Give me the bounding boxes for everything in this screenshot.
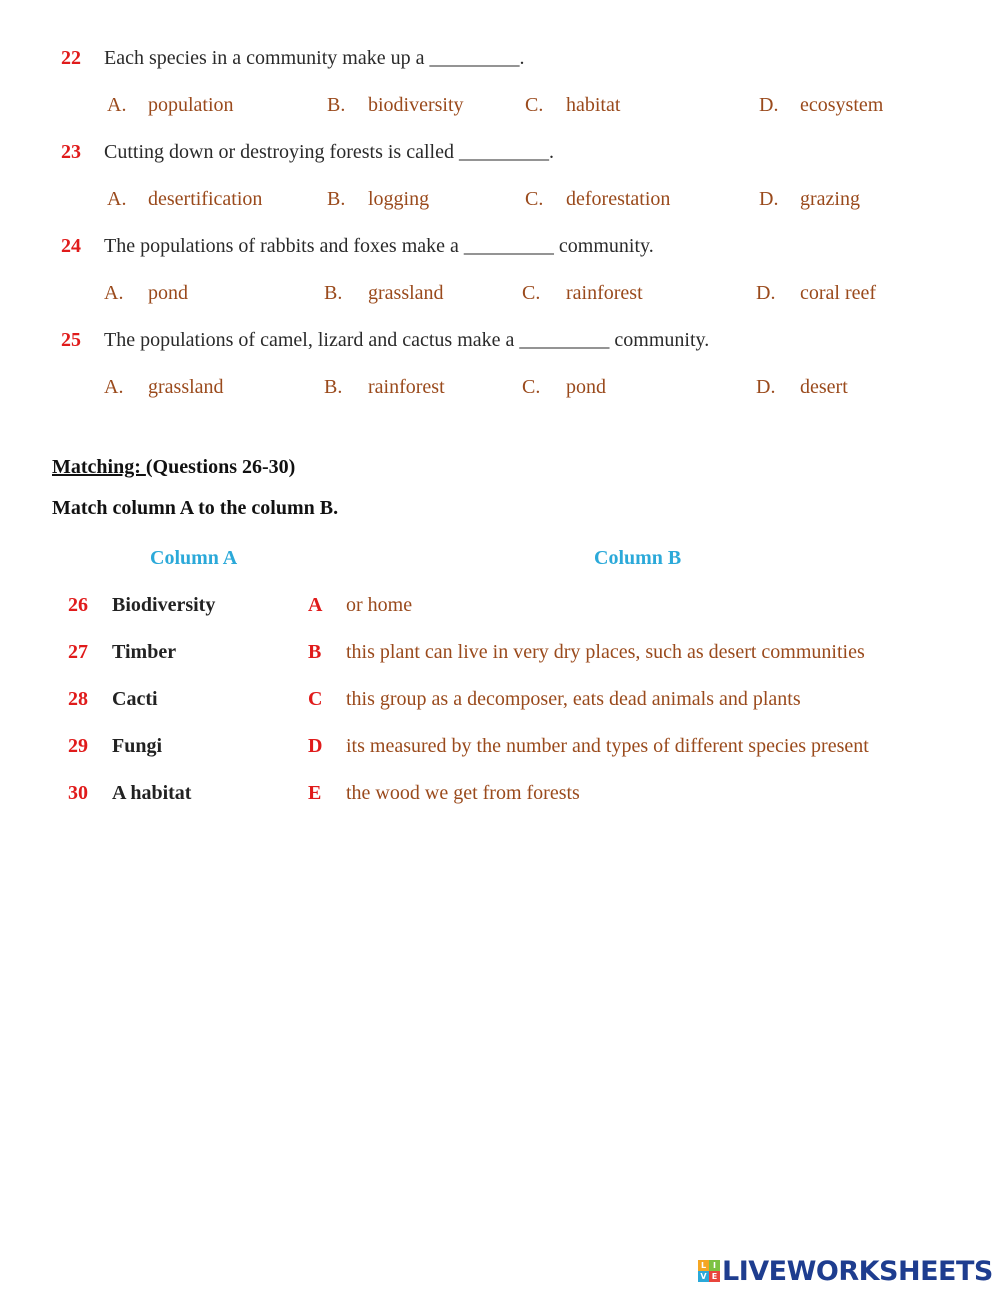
option-c[interactable]: rainforest (566, 282, 643, 304)
option-d[interactable]: coral reef (800, 282, 877, 304)
option-c-letter: C. (525, 188, 544, 210)
matching-title (52, 452, 295, 482)
matching-row-29 (0, 731, 1000, 761)
matching-number: 27 (68, 641, 88, 663)
option-d-letter: D. (756, 282, 776, 304)
matching-number: 30 (68, 782, 88, 804)
matching-letter: B (308, 641, 322, 663)
question-22 (0, 43, 1000, 73)
option-b[interactable]: biodiversity (368, 94, 464, 116)
matching-number: 28 (68, 688, 88, 710)
matching-term[interactable]: Biodiversity (112, 594, 216, 616)
matching-row-28 (0, 684, 1000, 714)
option-a[interactable]: desertification (148, 188, 263, 210)
question-number: 25 (61, 329, 81, 351)
matching-term[interactable]: Fungi (112, 735, 163, 757)
logo-mark-e: E (709, 1271, 720, 1282)
matching-letter: A (308, 594, 323, 616)
matching-instruction: Match column A to the column B. (52, 497, 339, 519)
logo-text: LIVEWORKSHEETS (722, 1255, 993, 1287)
option-a-letter: A. (107, 188, 127, 210)
option-a[interactable]: grassland (148, 376, 224, 398)
logo-mark-l: L (698, 1260, 709, 1271)
matching-title-range: (Questions 26-30) (145, 456, 296, 478)
question-number: 23 (61, 141, 81, 163)
option-a[interactable]: pond (148, 282, 188, 304)
matching-number: 29 (68, 735, 88, 757)
option-a-letter: A. (104, 282, 124, 304)
option-c[interactable]: deforestation (566, 188, 671, 210)
matching-definition[interactable]: or home (346, 594, 413, 616)
matching-row-30 (0, 778, 1000, 808)
option-d-letter: D. (759, 188, 779, 210)
option-b-letter: B. (327, 94, 346, 116)
question-text: The populations of camel, lizard and cactus make a _________ community. (104, 329, 710, 351)
option-d-letter: D. (759, 94, 779, 116)
option-c[interactable]: pond (566, 376, 606, 398)
question-25 (0, 325, 1000, 355)
option-d[interactable]: ecosystem (800, 94, 884, 116)
matching-letter: C (308, 688, 323, 710)
matching-title-label: Matching: (52, 456, 146, 478)
question-25-options (0, 372, 1000, 402)
option-b[interactable]: logging (368, 188, 430, 210)
column-b-header: Column B (594, 547, 682, 569)
option-d[interactable]: desert (800, 376, 848, 398)
question-23 (0, 137, 1000, 167)
matching-row-27 (0, 637, 1000, 667)
matching-definition[interactable]: its measured by the number and types of different species present (346, 735, 869, 757)
question-text: Each species in a community make up a _________. (104, 47, 525, 69)
option-c-letter: C. (522, 376, 541, 398)
matching-definition[interactable]: this plant can live in very dry places, such as desert communities (346, 641, 865, 663)
option-a-letter: A. (107, 94, 127, 116)
liveworksheets-logo (698, 1256, 993, 1286)
question-23-options (0, 184, 1000, 214)
question-number: 22 (61, 47, 81, 69)
option-a[interactable]: population (148, 94, 234, 116)
logo-icon (698, 1260, 720, 1282)
matching-row-26 (0, 590, 1000, 620)
matching-definition[interactable]: the wood we get from forests (346, 782, 580, 804)
matching-term[interactable]: A habitat (112, 782, 192, 804)
question-text: The populations of rabbits and foxes make a _________ community. (104, 235, 654, 257)
matching-definition[interactable]: this group as a decomposer, eats dead animals and plants (346, 688, 801, 710)
logo-mark-i: I (709, 1260, 720, 1271)
option-b-letter: B. (324, 376, 343, 398)
matching-number: 26 (68, 594, 88, 616)
option-c-letter: C. (525, 94, 544, 116)
option-d-letter: D. (756, 376, 776, 398)
option-d[interactable]: grazing (800, 188, 860, 210)
question-24-options (0, 278, 1000, 308)
question-number: 24 (61, 235, 81, 257)
option-c-letter: C. (522, 282, 541, 304)
matching-letter: E (308, 782, 322, 804)
question-22-options (0, 90, 1000, 120)
question-text: Cutting down or destroying forests is called _________. (104, 141, 554, 163)
matching-term[interactable]: Timber (112, 641, 177, 663)
option-b-letter: B. (327, 188, 346, 210)
matching-letter: D (308, 735, 323, 757)
option-b[interactable]: grassland (368, 282, 444, 304)
option-b[interactable]: rainforest (368, 376, 445, 398)
column-a-header: Column A (150, 547, 238, 569)
option-c[interactable]: habitat (566, 94, 621, 116)
option-b-letter: B. (324, 282, 343, 304)
option-a-letter: A. (104, 376, 124, 398)
matching-term[interactable]: Cacti (112, 688, 158, 710)
logo-mark-v: V (698, 1271, 709, 1282)
question-24 (0, 231, 1000, 261)
